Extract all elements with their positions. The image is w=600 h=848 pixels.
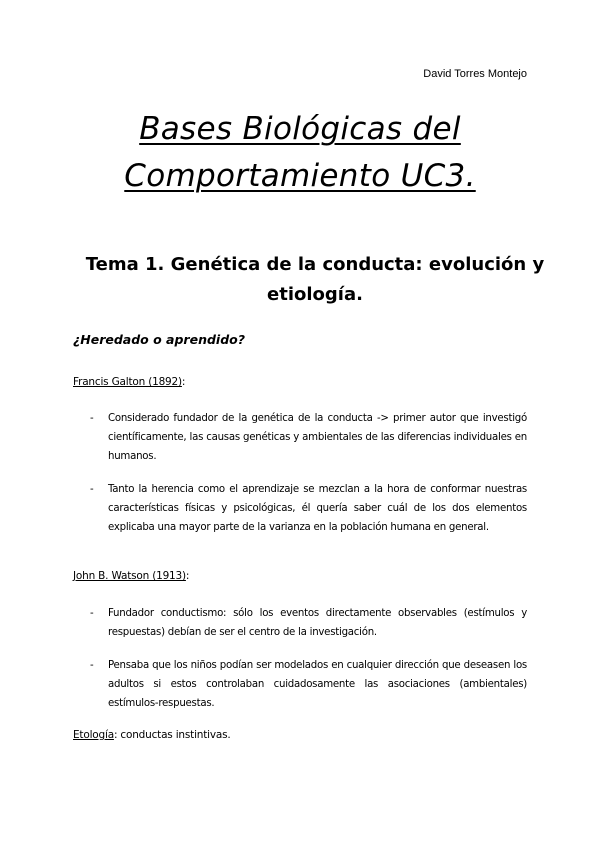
list-item-text: Tanto la herencia como el aprendizaje se mezclan a la hora de conformar nuestras características físicas y psicológicas, él quería saber cuál de los dos elementos explicaba una mayor parte de la varianza en la población humana en general. — [108, 484, 527, 533]
bullet-dash: - — [90, 413, 94, 424]
list-item — [90, 409, 527, 466]
list-item — [90, 604, 527, 642]
list-item — [90, 656, 527, 713]
title-line-2: Comportamiento UC3. — [124, 158, 476, 194]
bullet-dash: - — [90, 484, 94, 495]
topic-heading: Tema 1. Genética de la conducta: evolución y etiología. — [85, 254, 545, 305]
bullet-dash: - — [90, 608, 94, 619]
document-title — [0, 106, 600, 200]
section-heading-watson-colon: : — [185, 570, 190, 582]
list-item-text: Pensaba que los niños podían ser modelados en cualquier dirección que deseasen los adultos si estos controlaban cuidadosamente las asociaciones (ambientales) estímulos-respuestas. — [108, 660, 527, 709]
list-item — [90, 480, 527, 537]
author-name: David Torres Montejo — [423, 68, 527, 80]
section-heading-galton-colon: : — [181, 376, 186, 388]
title-line-1: Bases Biológicas del — [139, 111, 461, 147]
section-heading-etologia-text: : conductas instintivas. — [113, 729, 231, 741]
list-item-text: Considerado fundador de la genética de la conducta -> primer autor que investigó científicamente, las causas genéticas y ambientales de las diferencias individuales en humanos. — [108, 413, 527, 462]
section-heading-watson — [73, 570, 189, 582]
question-heading: ¿Heredado o aprendido? — [73, 332, 245, 347]
section-heading-galton — [73, 376, 185, 388]
section-heading-watson-label: John B. Watson (1913) — [73, 570, 186, 582]
section-heading-etologia-label: Etología — [73, 729, 114, 741]
bullet-dash: - — [90, 660, 94, 671]
section-heading-galton-label: Francis Galton (1892) — [73, 376, 182, 388]
section-heading-etologia — [73, 729, 231, 741]
list-item-text: Fundador conductismo: sólo los eventos directamente observables (estímulos y respuestas) debían de ser el centro de la investigación. — [108, 608, 527, 638]
